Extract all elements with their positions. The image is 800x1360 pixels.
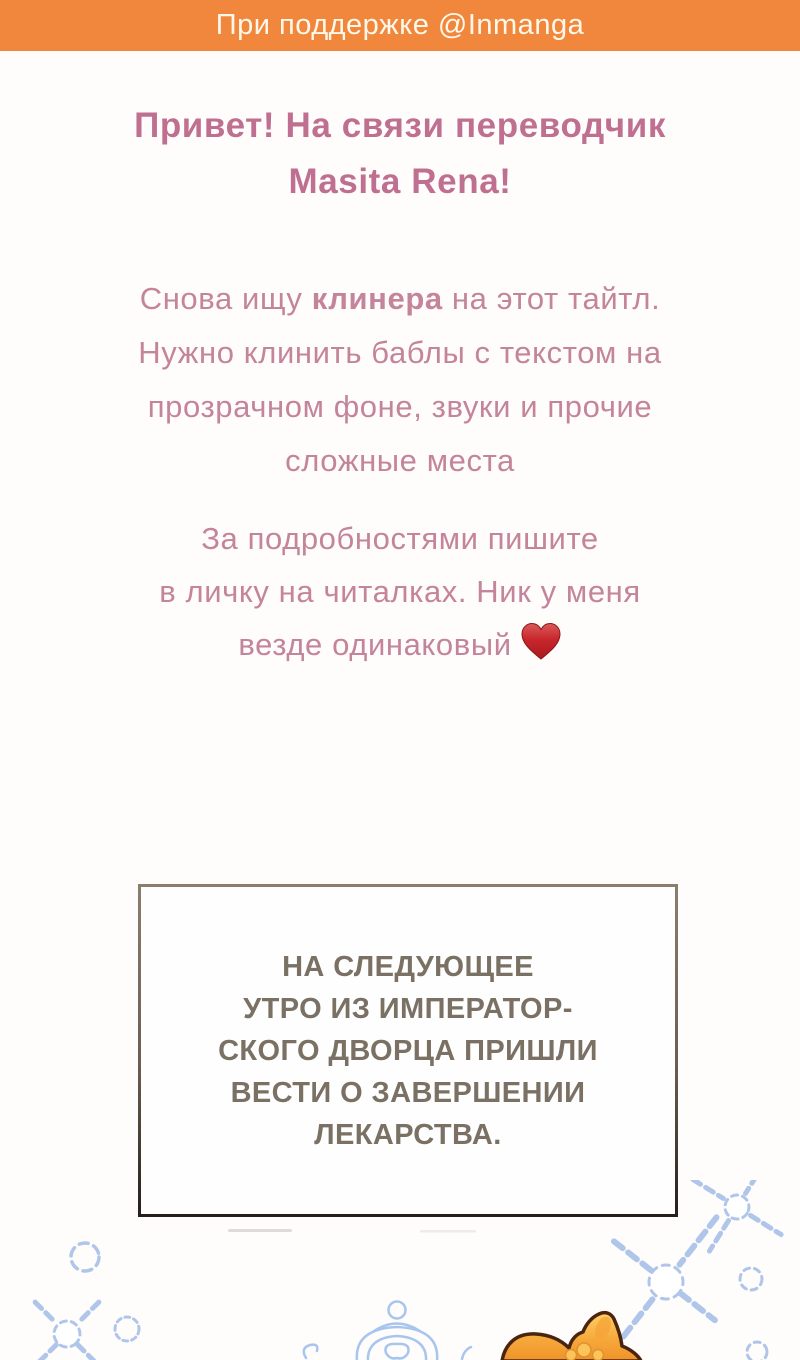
recruit-line-2: Нужно клинить баблы с текстом на — [138, 335, 662, 370]
recruit-announcement — [0, 272, 800, 488]
recruit-line-4: сложные места — [285, 443, 515, 478]
greeting-line-1: Привет! На связи переводчик — [134, 106, 666, 145]
bubble-icon — [71, 1243, 99, 1271]
support-banner — [0, 0, 800, 51]
caption-box — [138, 884, 678, 1217]
contact-line-3-text: везде одинаковый — [238, 627, 512, 662]
greeting-heading — [0, 98, 800, 210]
recruit-line-1-suffix: на этот тайтл. — [442, 281, 661, 316]
greeting-line-2: Masita Rena! — [288, 162, 512, 201]
caption-line-3: СКОГО ДВОРЦА ПРИШЛИ — [218, 1034, 598, 1067]
caption-line-2: УТРО ИЗ ИМПЕРАТОР- — [243, 992, 573, 1025]
recruit-line-3: прозрачном фоне, звуки и прочие — [147, 389, 653, 424]
flourish-icon — [304, 1345, 318, 1358]
flourish-icon — [462, 1347, 471, 1359]
support-banner-text: При поддержке @Inmanga — [215, 9, 585, 41]
bubble-icon — [740, 1268, 762, 1290]
contact-line-2: в личку на читалках. Ник у меня — [159, 574, 641, 609]
bubble-icon — [115, 1317, 139, 1341]
contact-line-1: За подробностями пишите — [201, 521, 599, 556]
sparkle-icon — [665, 1180, 800, 1279]
box-shadow-smudge — [228, 1229, 476, 1233]
bottom-decorations — [0, 1180, 800, 1360]
bubble-icon — [747, 1342, 767, 1360]
sparkle-icon — [3, 1270, 130, 1360]
contact-line-3 — [0, 618, 800, 671]
caption-line-1: НА СЛЕДУЮЩЕЕ — [282, 950, 534, 983]
ornament-icon — [357, 1302, 437, 1360]
recruit-line-1 — [0, 272, 800, 326]
heart-icon — [520, 622, 562, 662]
recruit-line-1-prefix: Снова ищу — [139, 281, 312, 316]
contact-note — [0, 512, 800, 671]
fox-character — [502, 1313, 641, 1360]
caption-line-4: ВЕСТИ О ЗАВЕРШЕНИИ — [230, 1076, 586, 1109]
caption-line-5: ЛЕКАРСТВА. — [314, 1118, 502, 1151]
recruit-line-1-bold: клинера — [311, 281, 443, 316]
